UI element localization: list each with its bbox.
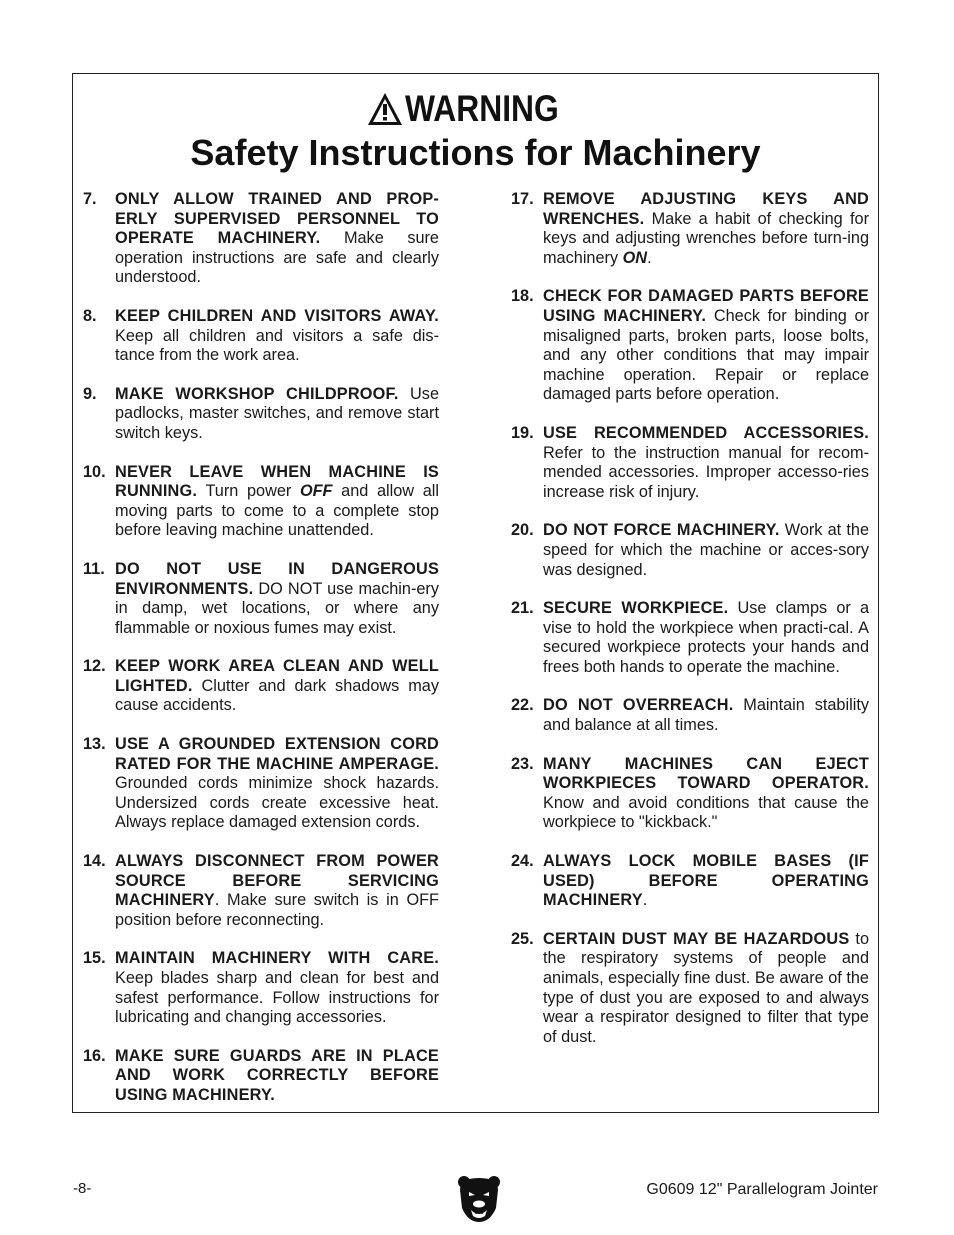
page-number: -8-: [73, 1180, 92, 1197]
safety-item: [83, 307, 439, 366]
item-text: [543, 521, 869, 580]
item-number: 25.: [511, 929, 534, 948]
item-body: Keep blades sharp and clean for best and safest performance. Follow instructions for lubricating and changing accessories.: [115, 969, 439, 1027]
item-text: [115, 385, 439, 444]
item-emphasis: OFF: [299, 482, 333, 501]
item-text: [115, 657, 439, 716]
item-emphasis: ON: [622, 248, 648, 267]
item-body-end: and allow all moving parts to come to a complete stop before leaving machine unattended.: [115, 482, 439, 540]
item-body: Make a habit of checking for keys and adjusting wrenches before turn-ing machinery: [543, 209, 869, 267]
item-number: 21.: [511, 599, 534, 618]
item-number: 14.: [83, 852, 106, 871]
item-number: 10.: [83, 462, 106, 481]
item-heading: MAKE SURE GUARDS ARE IN PLACE AND WORK CORRECTLY BEFORE USING MACHINERY.: [115, 1046, 439, 1104]
safety-item: [83, 1047, 439, 1106]
item-body: Clutter and dark shadows may cause accidents.: [115, 676, 439, 715]
item-body: .: [642, 891, 648, 910]
item-number: 22.: [511, 696, 534, 715]
item-body: Use clamps or a vise to hold the workpiece when practi-cal. A secured workpiece protects your hands and frees both hands to operate the machine.: [543, 599, 869, 676]
item-body: DO NOT use machin-ery in damp, wet locations, or where any flammable or noxious fumes may exist.: [115, 579, 439, 637]
item-heading: DO NOT USE IN DANGEROUS ENVIRONMENTS.: [115, 559, 439, 598]
item-text: [543, 696, 869, 735]
item-body: Refer to the instruction manual for recom-mended accessories. Improper accesso-ries increase risk of injury.: [543, 443, 869, 501]
right-column: [511, 190, 869, 1047]
item-number: 7.: [83, 190, 97, 208]
item-heading: ALWAYS LOCK MOBILE BASES (IF USED) BEFORE OPERATING MACHINERY: [543, 852, 869, 910]
item-heading: NEVER LEAVE WHEN MACHINE IS RUNNING.: [115, 462, 439, 501]
item-heading: USE A GROUNDED EXTENSION CORD RATED FOR THE MACHINE AMPERAGE.: [115, 735, 439, 773]
item-number: 20.: [511, 521, 534, 540]
warning-header: [73, 88, 878, 131]
item-body: to the respiratory systems of people and animals, especially fine dust. Be aware of the type of dust you are exposed to and always wear a respirator designed to filter that type of dust.: [543, 929, 869, 1046]
item-heading: USE RECOMMENDED ACCESSORIES.: [543, 423, 869, 442]
item-text: [115, 1047, 439, 1106]
item-text: [543, 755, 869, 833]
item-heading: ALWAYS DISCONNECT FROM POWER SOURCE BEFORE SERVICING MACHINERY: [115, 852, 439, 910]
safety-item: [511, 599, 869, 677]
item-body: Check for binding or misaligned parts, broken parts, loose bolts, and any other conditions that may impair machine operation. Repair or replace damaged parts before operation.: [543, 306, 869, 404]
item-heading: DO NOT OVERREACH.: [543, 696, 734, 715]
safety-item: [83, 735, 439, 833]
item-number: 15.: [83, 949, 106, 968]
item-number: 9.: [83, 384, 97, 403]
safety-item: [511, 930, 869, 1048]
item-text: [543, 190, 869, 268]
item-body: Keep all children and visitors a safe dis-tance from the work area.: [115, 326, 439, 365]
safety-item: [511, 852, 869, 911]
item-body: Know and avoid conditions that cause the workpiece to "kickback.": [543, 793, 869, 832]
safety-item: [83, 949, 439, 1027]
model-name: G0609 12" Parallelogram Jointer: [646, 1181, 878, 1198]
item-heading: MAINTAIN MACHINERY WITH CARE.: [115, 949, 439, 968]
item-text: [115, 560, 439, 638]
item-number: 11.: [83, 559, 105, 578]
item-heading: DO NOT FORCE MACHINERY.: [543, 521, 780, 540]
item-number: 24.: [511, 852, 534, 871]
item-body: Work at the speed for which the machine or acces-sory was designed.: [543, 521, 869, 579]
bear-head-logo: [456, 1174, 502, 1224]
warning-word: WARNING: [405, 88, 559, 129]
safety-item: [83, 190, 439, 288]
item-number: 18.: [511, 287, 534, 306]
safety-item: [511, 287, 869, 405]
item-body: Grounded cords minimize shock hazards. Undersized cords create excessive heat. Always replace damaged extension cords.: [115, 774, 439, 832]
item-number: 16.: [83, 1046, 106, 1065]
safety-item: [511, 190, 869, 268]
item-body: Turn power: [197, 482, 300, 501]
item-heading: REMOVE ADJUSTING KEYS AND WRENCHES.: [543, 190, 869, 228]
safety-item: [83, 560, 439, 638]
item-text: [543, 930, 869, 1048]
item-number: 23.: [511, 754, 534, 773]
item-text: [543, 599, 869, 677]
item-body: Maintain stability and balance at all times.: [543, 696, 869, 735]
item-number: 8.: [83, 306, 97, 325]
warning-triangle-icon: [367, 92, 403, 126]
left-column: [83, 190, 439, 1106]
item-heading: MANY MACHINES CAN EJECT WORKPIECES TOWARD OPERATOR.: [543, 754, 869, 793]
item-heading: KEEP WORK AREA CLEAN AND WELL LIGHTED.: [115, 657, 439, 695]
item-heading: KEEP CHILDREN AND VISITORS AWAY.: [115, 306, 439, 325]
item-number: 17.: [511, 190, 534, 208]
item-number: 19.: [511, 423, 534, 442]
safety-item: [83, 385, 439, 444]
item-body: Make sure operation instructions are safe and clearly understood.: [115, 229, 439, 287]
item-text: [115, 852, 439, 930]
page-title: Safety Instructions for Machinery: [190, 132, 761, 173]
item-body: Use padlocks, master switches, and remove start switch keys.: [115, 384, 439, 442]
item-text: [115, 735, 439, 833]
item-number: 12.: [83, 657, 106, 676]
item-text: [115, 949, 439, 1027]
item-text: [115, 190, 439, 288]
item-heading: MAKE WORKSHOP CHILDPROOF.: [115, 384, 399, 403]
warning-box: [72, 73, 879, 1113]
item-heading: CHECK FOR DAMAGED PARTS BEFORE USING MACHINERY.: [543, 287, 869, 325]
item-text: [115, 307, 439, 366]
safety-item: [511, 521, 869, 580]
item-text: [543, 287, 869, 405]
item-body-end: .: [647, 248, 652, 267]
item-heading: ONLY ALLOW TRAINED AND PROP-ERLY SUPERVISED PERSONNEL TO OPERATE MACHINERY.: [115, 190, 439, 248]
item-body: . Make sure switch is in OFF position before reconnecting.: [115, 891, 439, 929]
item-heading: CERTAIN DUST MAY BE HAZARDOUS: [543, 929, 850, 948]
safety-item: [83, 463, 439, 541]
item-text: [543, 424, 869, 502]
item-text: [543, 852, 869, 911]
item-number: 13.: [83, 735, 106, 754]
safety-item: [83, 852, 439, 930]
item-text: [115, 463, 439, 541]
safety-item: [511, 696, 869, 735]
safety-item: [83, 657, 439, 716]
safety-item: [511, 755, 869, 833]
item-heading: SECURE WORKPIECE.: [543, 599, 729, 618]
safety-item: [511, 424, 869, 502]
